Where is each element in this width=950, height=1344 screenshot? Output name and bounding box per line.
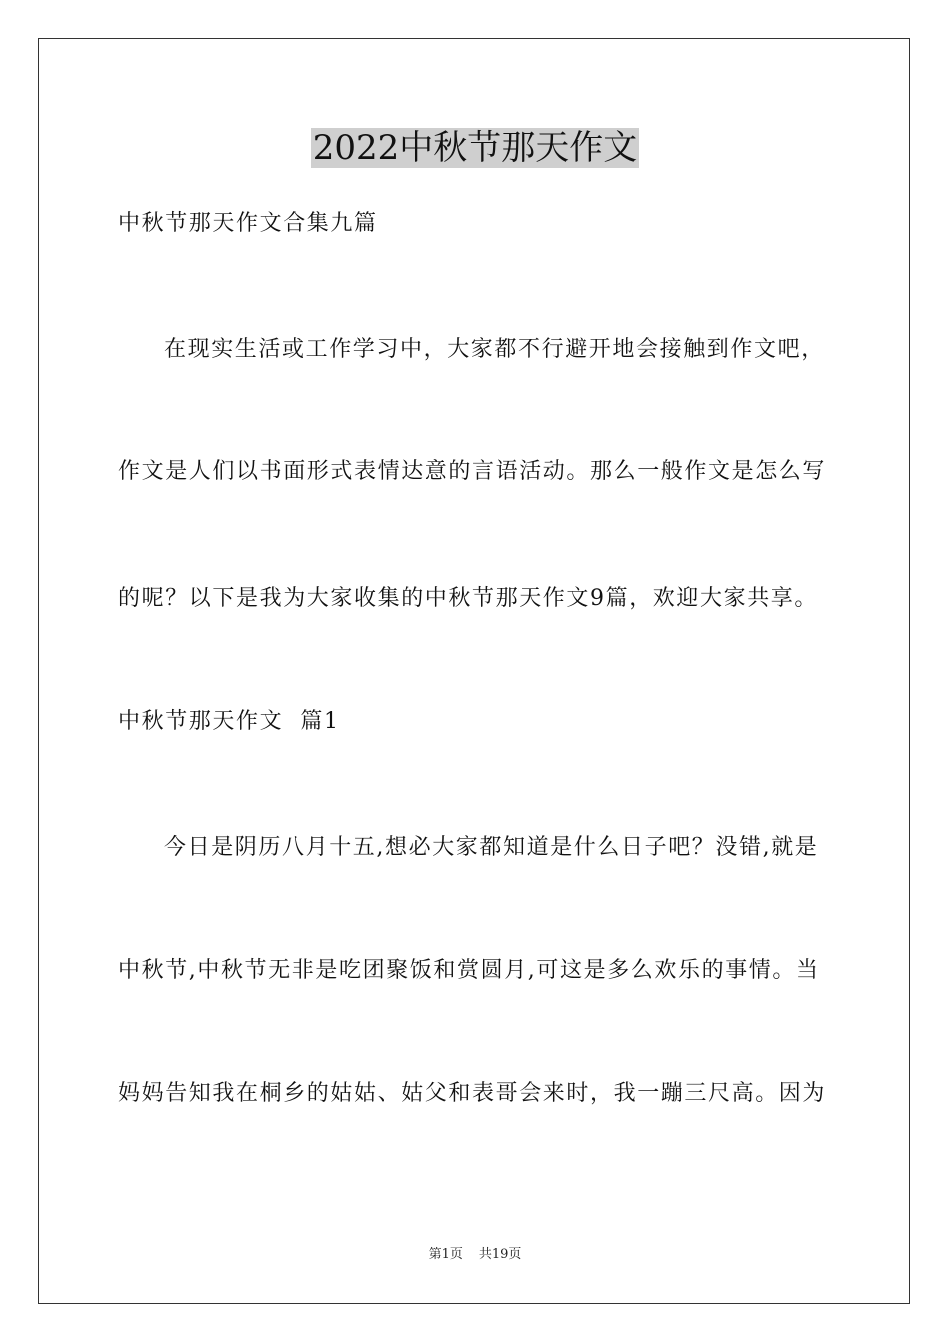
paragraph-line: 中秋节,中秋节无非是吃团聚饭和赏圆月,可这是多么欢乐的事情。当 [118, 958, 820, 983]
page-footer [0, 1246, 950, 1264]
paragraph-line: 作文是人们以书面形式表情达意的言语活动。那么一般作文是怎么写 [118, 459, 827, 484]
document-title [0, 126, 950, 170]
paragraph-line: 今日是阴历八月十五,想必大家都知道是什么日子吧？没错,就是 [164, 835, 819, 860]
paragraph-line: 的呢？以下是我为大家收集的中秋节那天作文9篇，欢迎大家共享。 [118, 586, 818, 611]
page-number: 第1页 [428, 1247, 463, 1262]
page-total: 共19页 [478, 1247, 522, 1262]
document-title-text: 2022中秋节那天作文 [312, 128, 638, 168]
document-subtitle: 中秋节那天作文合集九篇 [118, 211, 378, 236]
section-heading: 中秋节那天作文 篇1 [118, 709, 340, 734]
paragraph-line: 妈妈告知我在桐乡的姑姑、姑父和表哥会来时，我一蹦三尺高。因为 [118, 1081, 827, 1106]
paragraph-line: 在现实生活或工作学习中，大家都不行避开地会接触到作文吧， [164, 337, 825, 362]
